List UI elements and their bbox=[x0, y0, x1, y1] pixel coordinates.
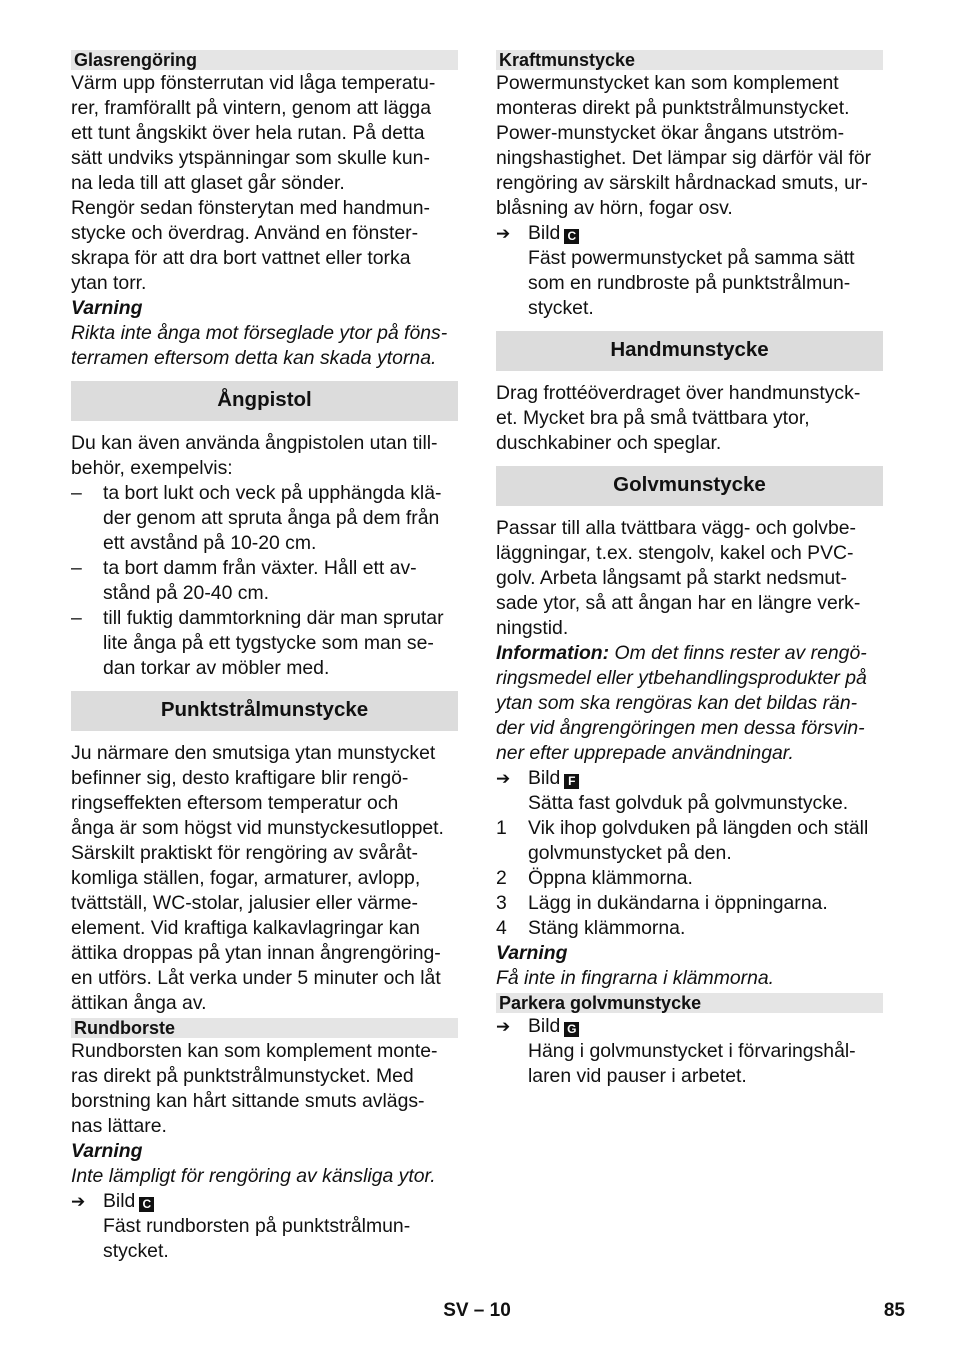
text-line: der genom att spruta ånga på dem från bbox=[103, 507, 440, 529]
text-line: Rikta inte ånga mot förseglade ytor på föns- bbox=[71, 322, 448, 344]
text-line: ningshastighet. Det lämpar sig därför väl för bbox=[496, 147, 872, 169]
text-line: ättika droppas på ytan innan ångrengöring- bbox=[71, 942, 441, 964]
kraft-paragraph bbox=[496, 71, 883, 221]
text-line: blåsning av hörn, fogar osv. bbox=[496, 197, 733, 219]
text-line: ytan som ska rengöras kan det bildas rän- bbox=[496, 692, 858, 714]
text-line: ett avstånd på 10-20 cm. bbox=[103, 532, 317, 554]
heading-punktstralmunstycke: Punktstrålmunstycke bbox=[71, 691, 458, 731]
arrow-icon: ➔ bbox=[496, 769, 511, 788]
text-line: Fäst powermunstycket på samma sätt bbox=[528, 247, 855, 269]
arrow-icon: ➔ bbox=[496, 1017, 511, 1036]
glas-paragraph bbox=[71, 71, 458, 296]
left-column bbox=[71, 48, 458, 1264]
text-line: ytan torr. bbox=[71, 272, 147, 294]
text-line: stycket. bbox=[103, 1240, 169, 1262]
text-line: Häng i golvmunstycket i förvaringshål- bbox=[528, 1040, 856, 1062]
text-line: ta bort damm från växter. Håll ett av- bbox=[103, 557, 417, 579]
text-line: duschkabiner och speglar. bbox=[496, 432, 722, 454]
text-line: element. Vid kraftiga kalkavlagringar kan bbox=[71, 917, 420, 939]
warning-heading: Varning bbox=[71, 297, 143, 319]
text-line: nas lättare. bbox=[71, 1115, 167, 1137]
text-line: Värm upp fönsterrutan vid låga temperatu- bbox=[71, 72, 436, 94]
figure-letter-badge: C bbox=[564, 229, 579, 244]
text-line: ta bort lukt och veck på upphängda klä- bbox=[103, 482, 442, 504]
heading-glasrengoring: Glasrengöring bbox=[71, 50, 458, 70]
arrow-icon: ➔ bbox=[496, 224, 511, 243]
text-line: ånga är som högst vid munstyckesutloppet. bbox=[71, 817, 444, 839]
arrow-icon: ➔ bbox=[71, 1192, 86, 1211]
text-line: ringseffekten eftersom temperatur och bbox=[71, 792, 399, 814]
text-line: skrapa för att dra bort vattnet eller torka bbox=[71, 247, 411, 269]
step-text bbox=[71, 1214, 458, 1264]
text-line: Särskilt praktiskt för rengöring av svåråt- bbox=[71, 842, 418, 864]
text-line: sätt undviks ytspänningar som skulle kun- bbox=[71, 147, 430, 169]
text-line: Rengör sedan fönsterytan med handmun- bbox=[71, 197, 430, 219]
text-line: ner efter upprepade användningar. bbox=[496, 742, 794, 764]
figure-reference bbox=[496, 1014, 883, 1039]
text-line: Passar till alla tvättbara vägg- och golvbe- bbox=[496, 517, 856, 539]
dash-bullet: – bbox=[71, 557, 82, 579]
figure-letter-badge: F bbox=[564, 774, 579, 789]
text-line: Öppna klämmorna. bbox=[528, 867, 693, 889]
text-line: Fäst rundborsten på punktstrålmun- bbox=[103, 1215, 411, 1237]
text-line: Powermunstycket kan som komplement bbox=[496, 72, 839, 94]
dash-bullet: – bbox=[71, 607, 82, 629]
numbered-step bbox=[496, 816, 883, 866]
text-line: Stäng klämmorna. bbox=[528, 917, 686, 939]
warning-heading: Varning bbox=[496, 942, 568, 964]
text-line: ett tunt ångskikt över hela rutan. På detta bbox=[71, 122, 425, 144]
text-line: Vik ihop golvduken på längden och ställ bbox=[528, 817, 869, 839]
figure-letter-badge: G bbox=[564, 1022, 579, 1037]
dash-bullet: – bbox=[71, 482, 82, 504]
golv-paragraph bbox=[496, 516, 883, 641]
text-line: et. Mycket bra på små tvättbara ytor, bbox=[496, 407, 810, 429]
text-line: Lägg in dukändarna i öppningarna. bbox=[528, 892, 828, 914]
text-line: som en rundbroste på punktstrålmun- bbox=[528, 272, 851, 294]
text-line: sade ytor, så att ångan har en längre verk- bbox=[496, 592, 861, 614]
text-line: till fuktig dammtorkning där man sprutar bbox=[103, 607, 444, 629]
heading-rundborste: Rundborste bbox=[71, 1018, 458, 1038]
text-line: dan torkar av möbler med. bbox=[103, 657, 330, 679]
information-label: Information: bbox=[496, 642, 610, 664]
text-line: en utförs. Låt verka under 5 minuter och låt bbox=[71, 967, 441, 989]
figure-reference bbox=[71, 1189, 458, 1214]
step-number: 1 bbox=[496, 817, 507, 839]
information-first-line: Om det finns rester av rengö- bbox=[609, 642, 867, 664]
heading-kraftmunstycke: Kraftmunstycke bbox=[496, 50, 883, 70]
right-column bbox=[496, 48, 883, 1089]
text-line: stycket. bbox=[528, 297, 594, 319]
text-line: tvättställ, WC-stolar, jalusier eller värme- bbox=[71, 892, 418, 914]
warning-text: Inte lämpligt för rengöring av känsliga ytor. bbox=[71, 1165, 436, 1187]
page-number: 85 bbox=[883, 1300, 905, 1321]
list-item bbox=[71, 481, 458, 556]
step-number: 3 bbox=[496, 892, 507, 914]
angpistol-paragraph bbox=[71, 431, 458, 481]
text-line: ättikan ånga av. bbox=[71, 992, 207, 1014]
rund-paragraph bbox=[71, 1039, 458, 1139]
bild-label: Bild bbox=[528, 222, 561, 244]
list-item bbox=[71, 556, 458, 606]
text-line: ringsmedel eller ytbehandlingsprodukter på bbox=[496, 667, 867, 689]
text-line: läggningar, t.ex. stengolv, kakel och PVC- bbox=[496, 542, 854, 564]
numbered-step bbox=[496, 916, 883, 941]
heading-handmunstycke: Handmunstycke bbox=[496, 331, 883, 371]
bild-label: Bild bbox=[528, 767, 561, 789]
figure-reference bbox=[496, 221, 883, 246]
text-line: Drag frottéöverdraget över handmunstyck- bbox=[496, 382, 861, 404]
step-text: Sätta fast golvduk på golvmunstycke. bbox=[528, 792, 849, 814]
figure-reference bbox=[496, 766, 883, 791]
hand-paragraph bbox=[496, 381, 883, 456]
step-number: 4 bbox=[496, 917, 507, 939]
text-line: Ju närmare den smutsiga ytan munstycket bbox=[71, 742, 436, 764]
text-line: komliga ställen, fogar, armaturer, avlopp, bbox=[71, 867, 421, 889]
warning-text: Få inte in fingrarna i klämmorna. bbox=[496, 967, 775, 989]
text-line: ras direkt på punktstrålmunstycket. Med bbox=[71, 1065, 414, 1087]
heading-golvmunstycke: Golvmunstycke bbox=[496, 466, 883, 506]
footer-section-label: SV – 10 bbox=[443, 1300, 511, 1321]
text-line: golvmunstycket på den. bbox=[528, 842, 732, 864]
bild-label: Bild bbox=[103, 1190, 136, 1212]
text-line bbox=[496, 641, 883, 666]
text-line: monteras direkt på punktstrålmunstycket. bbox=[496, 97, 850, 119]
step-number: 2 bbox=[496, 867, 507, 889]
heading-angpistol: Ångpistol bbox=[71, 381, 458, 421]
numbered-step bbox=[496, 866, 883, 891]
text-line: rengöring av särskilt hårdnackad smuts, ur- bbox=[496, 172, 868, 194]
text-line: der vid ångrengöringen men dessa försvin- bbox=[496, 717, 865, 739]
text-line: borstning kan hårt sittande smuts avlägs- bbox=[71, 1090, 425, 1112]
text-line: rer, framförallt på vintern, genom att lägga bbox=[71, 97, 431, 119]
text-line: stånd på 20-40 cm. bbox=[103, 582, 269, 604]
heading-parkera-golvmunstycke: Parkera golvmunstycke bbox=[496, 993, 883, 1013]
step-text bbox=[496, 246, 883, 321]
text-line: Rundborsten kan som komplement monte- bbox=[71, 1040, 438, 1062]
information-note bbox=[496, 641, 883, 766]
text-line: befinner sig, desto kraftigare blir rengö- bbox=[71, 767, 409, 789]
punkt-paragraph bbox=[71, 741, 458, 1016]
numbered-step bbox=[496, 891, 883, 916]
text-line: Power-munstycket ökar ångans utström- bbox=[496, 122, 845, 144]
warning-heading: Varning bbox=[71, 1140, 143, 1162]
text-line: golv. Arbeta långsamt på starkt nedsmut- bbox=[496, 567, 847, 589]
text-line: na leda till att glaset går sönder. bbox=[71, 172, 345, 194]
text-line: laren vid pauser i arbetet. bbox=[528, 1065, 747, 1087]
text-line: Du kan även använda ångpistolen utan till- bbox=[71, 432, 438, 454]
step-text bbox=[496, 1039, 883, 1089]
bild-label: Bild bbox=[528, 1015, 561, 1037]
text-line: stycke och överdrag. Använd en fönster- bbox=[71, 222, 419, 244]
warning-text bbox=[71, 321, 458, 371]
text-line: behör, exempelvis: bbox=[71, 457, 233, 479]
figure-letter-badge: C bbox=[139, 1197, 154, 1212]
text-line: terramen eftersom detta kan skada ytorna. bbox=[71, 347, 437, 369]
list-item bbox=[71, 606, 458, 681]
text-line: lite ånga på ett tygstycke som man se- bbox=[103, 632, 434, 654]
text-line: ningstid. bbox=[496, 617, 569, 639]
